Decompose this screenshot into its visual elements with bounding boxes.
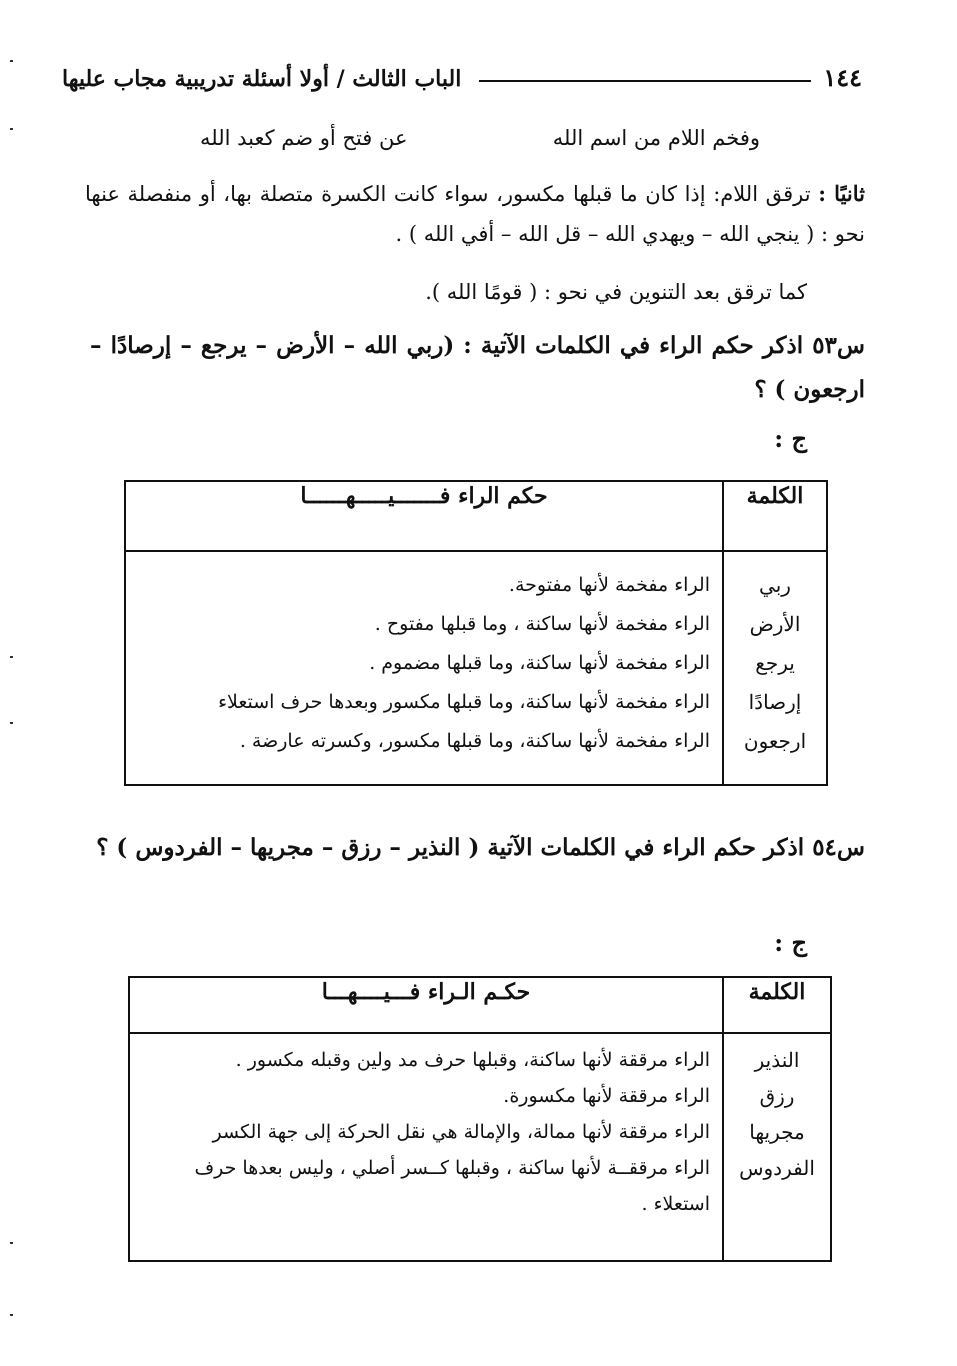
word-item: النذير — [754, 1048, 800, 1072]
verse-left-hemistich: عن فتح أو ضم كعبد الله — [200, 126, 408, 150]
word-item: ربي — [759, 573, 791, 597]
ruling-item: الراء مرققة لأنها مكسورة. — [503, 1085, 710, 1107]
ruling-item: الراء مفخمة لأنها ساكنة ، وما قبلها مفتوح . — [374, 613, 710, 635]
scan-speck — [10, 1242, 13, 1244]
word-item: رزق — [759, 1084, 795, 1108]
word-item: يرجع — [755, 651, 795, 675]
word-item: مجريها — [749, 1120, 805, 1144]
ruling-item: الراء مفخمة لأنها ساكنة، وما قبلها مضموم . — [369, 652, 710, 674]
rulings-cell — [125, 551, 723, 785]
header-rule — [479, 80, 811, 82]
answer-label-53: ج : — [774, 424, 807, 453]
header-ruling: حكم الراء فـــــــيـــــهــــــا — [125, 481, 723, 551]
table-54 — [128, 976, 832, 1262]
scan-speck — [10, 128, 13, 130]
scan-speck — [10, 60, 13, 62]
question-54: س٥٤ اذكر حكم الراء في الكلمات الآتية ( النذير – رزق – مجريها – الفردوس ) ؟ — [96, 834, 865, 861]
ruling-item: الراء مفخمة لأنها ساكنة، وما قبلها مكسور، وكسرته عارضة . — [239, 730, 710, 752]
paragraph-second — [85, 174, 865, 254]
page-number: ١٤٤ — [823, 63, 862, 92]
table-header-row — [125, 481, 827, 551]
paragraph-second-text: ترقق اللام: إذا كان ما قبلها مكسور، سواء كانت الكسرة متصلة بها، أو منفصلة عنها نحو : ( ينجي الله – ويهدي الله – قل الله – أفي الله ) . — [85, 182, 865, 246]
table-body-row — [129, 1033, 831, 1261]
paragraph-tanween: كما ترقق بعد التنوين في نحو : ( قومًا الله ). — [425, 280, 807, 304]
word-item: ارجعون — [743, 729, 807, 753]
ruling-item: الراء مرققة لأنها ساكنة، وقبلها حرف مد ولين وقبله مكسور . — [235, 1049, 710, 1071]
ruling-item: الراء مفخمة لأنها ساكنة، وما قبلها مكسور وبعدها حرف استعلاء — [218, 691, 710, 713]
ruling-item: الراء مفخمة لأنها مفتوحة. — [508, 574, 710, 596]
word-item: إرصادًا — [748, 690, 802, 714]
ruling-item: الراء مرققة لأنها ممالة، والإمالة هي نقل الحركة إلى جهة الكسر — [212, 1121, 710, 1143]
table-body-row — [125, 551, 827, 785]
verse-right-hemistich: وفخم اللام من اسم الله — [552, 126, 760, 150]
scan-speck — [10, 722, 13, 724]
word-item: الفردوس — [739, 1156, 815, 1180]
question-53: س٥٣ اذكر حكم الراء في الكلمات الآتية : (ربي الله – الأرض – يرجع – إرصادًا – ارجعون ) ؟ — [90, 332, 865, 403]
header-ruling: حكـم الـراء فـــيــــهـــا — [129, 977, 723, 1033]
scan-speck — [10, 656, 13, 658]
running-title: الباب الثالث / أولا أسئلة تدريبية مجاب عليها — [62, 66, 462, 92]
word-item: الأرض — [749, 612, 801, 636]
scan-speck — [10, 1314, 13, 1316]
paragraph-second-label: ثانيًا : — [818, 181, 865, 206]
ruling-item: الراء مرققــة لأنها ساكنة ، وقبلها كــسر أصلي ، وليس بعدها حرف استعلاء . — [194, 1157, 710, 1215]
header-word: الكلمة — [723, 977, 831, 1033]
answer-label-54: ج : — [774, 928, 807, 957]
poem-verse — [200, 126, 760, 150]
rulings-cell — [129, 1033, 723, 1261]
table-header-row — [129, 977, 831, 1033]
table-53 — [124, 480, 828, 786]
words-cell — [723, 551, 827, 785]
header-word: الكلمة — [723, 481, 827, 551]
words-cell — [723, 1033, 831, 1261]
page-header — [62, 52, 862, 92]
